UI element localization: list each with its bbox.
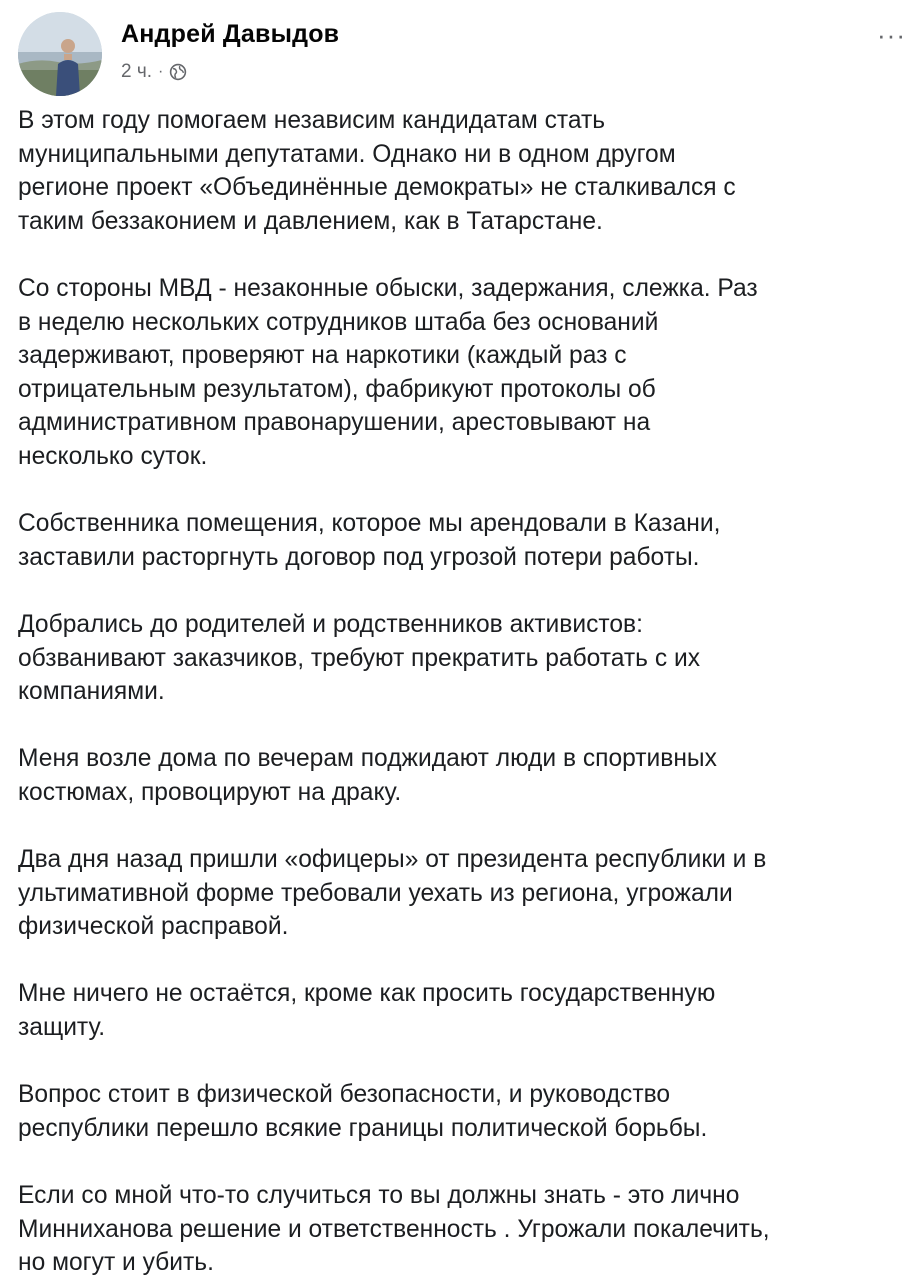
avatar[interactable] — [18, 12, 102, 96]
post-paragraph: Два дня назад пришли «офицеры» от президента республики и в ультимативной форме требовали уехать из региона, угрожали физической расправой. — [18, 846, 767, 941]
globe-icon[interactable] — [169, 63, 187, 81]
more-options-button[interactable]: ··· — [877, 20, 906, 50]
avatar-photo — [18, 12, 102, 96]
post-paragraph: В этом году помогаем независим кандидатам стать муниципальными депутатами. Однако ни в одном другом регионе проект «Объединённые демократы» не сталкивался с таким беззаконием и давлением, как в Татарстане. — [18, 107, 736, 235]
post-paragraph: Меня возле дома по вечерам поджидают люди в спортивных костюмах, провоцируют на драку. — [18, 745, 717, 806]
post-paragraph: Собственника помещения, которое мы арендовали в Казани, заставили расторгнуть договор под угрозой потери работы. — [18, 510, 721, 571]
author-name[interactable]: Андрей Давыдов — [121, 20, 340, 48]
post-meta — [121, 61, 187, 83]
post-paragraph: Со стороны МВД - незаконные обыски, задержания, слежка. Раз в неделю нескольких сотрудников штаба без оснований задерживают, проверяют на наркотики (каждый раз с отрицательным результатом), фабрикуют протоколы об административном правонарушении, арестовывают на несколько суток. — [18, 274, 758, 470]
post-paragraph: Мне ничего не остаётся, кроме как просить государственную защиту. — [18, 980, 716, 1042]
post-body — [18, 104, 908, 1280]
post-paragraph: Вопрос стоит в физической безопасности, и руководство республики перешло всякие границы политической борьбы. — [18, 1081, 708, 1142]
post-header — [18, 12, 908, 96]
post-timestamp[interactable]: 2 ч. — [121, 61, 153, 82]
post-paragraph: Если со мной что-то случиться то вы должны знать - это лично Минниханова решение и ответственность . Угрожали покалечить, но могут и убить. — [18, 1182, 770, 1277]
post-paragraph: Добрались до родителей и родственников активистов: обзванивают заказчиков, требуют прекратить работать с их компаниями. — [18, 610, 700, 706]
meta-separator: · — [158, 63, 164, 80]
